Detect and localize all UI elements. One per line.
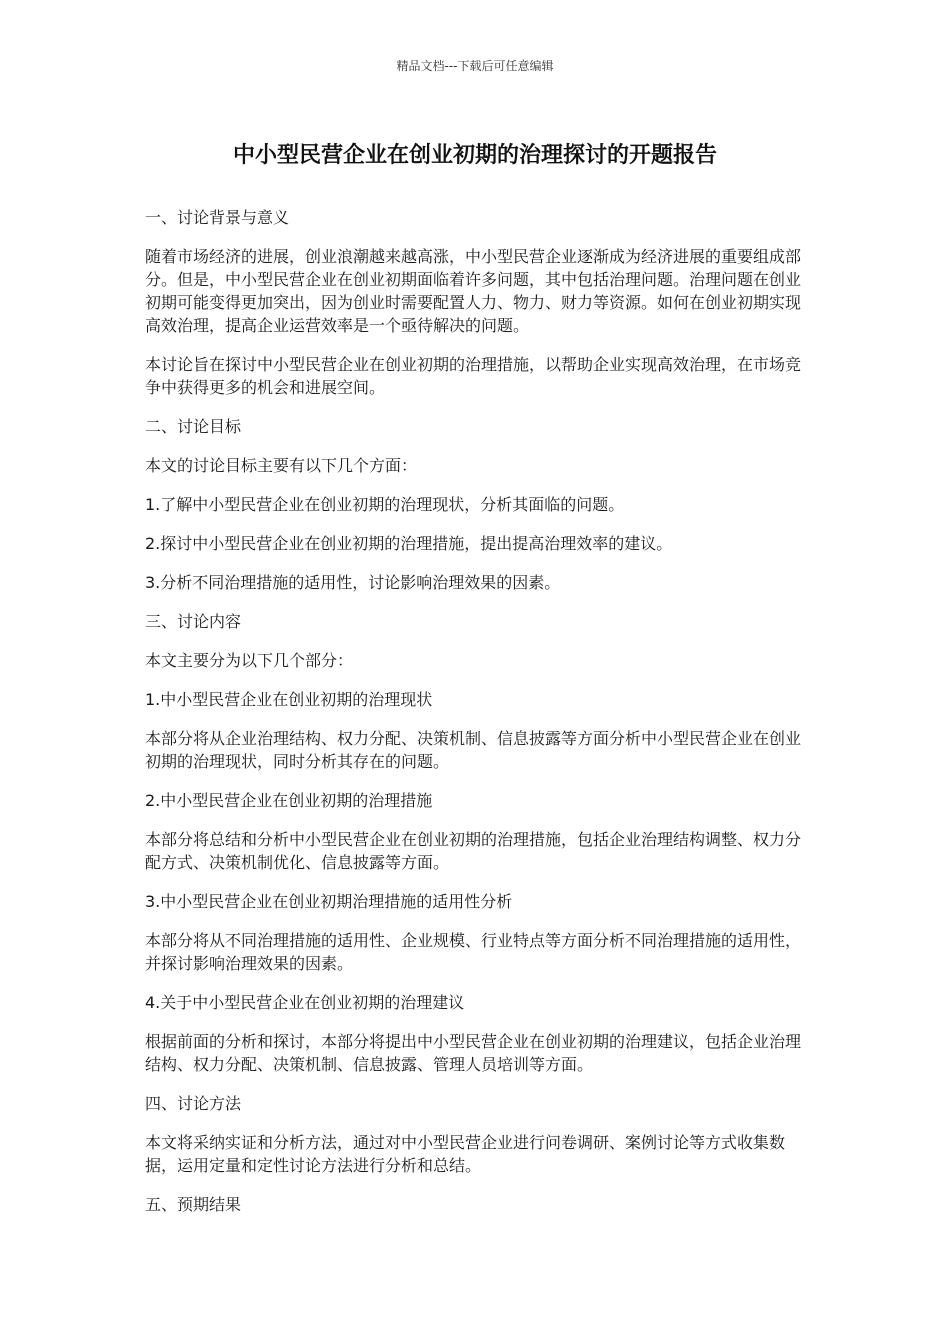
list-item: 3.分析不同治理措施的适用性，讨论影响治理效果的因素。 (145, 573, 561, 592)
section-heading: 四、讨论方法 (145, 1094, 242, 1113)
body-paragraph: 本部分将从企业治理结构、权力分配、决策机制、信息披露等方面分析中小型民营企业在创业初期的治理现状，同时分析其存在的问题。 (145, 729, 802, 771)
section-heading: 二、讨论目标 (145, 417, 242, 436)
subsection-heading: 2.中小型民营企业在创业初期的治理措施 (145, 791, 433, 810)
document-title: 中小型民营企业在创业初期的治理探讨的开题报告 (232, 143, 717, 168)
section-heading: 三、讨论内容 (145, 612, 242, 631)
subsection-heading: 1.中小型民营企业在创业初期的治理现状 (145, 690, 433, 709)
body-paragraph: 本部分将从不同治理措施的适用性、企业规模、行业特点等方面分析不同治理措施的适用性，并探讨影响治理效果的因素。 (145, 931, 802, 973)
subsection-heading: 3.中小型民营企业在创业初期治理措施的适用性分析 (145, 892, 513, 911)
list-item: 2.探讨中小型民营企业在创业初期的治理措施，提出提高治理效率的建议。 (145, 534, 673, 553)
header-watermark: 精品文档---下载后可任意编辑 (396, 59, 554, 73)
list-item: 1.了解中小型民营企业在创业初期的治理现状，分析其面临的问题。 (145, 495, 625, 514)
body-paragraph: 本讨论旨在探讨中小型民营企业在创业初期的治理措施，以帮助企业实现高效治理，在市场竞争中获得更多的机会和进展空间。 (145, 355, 802, 397)
body-paragraph: 根据前面的分析和探讨，本部分将提出中小型民营企业在创业初期的治理建议，包括企业治理结构、权力分配、决策机制、信息披露、管理人员培训等方面。 (145, 1032, 802, 1074)
document-body (145, 206, 810, 1232)
body-paragraph: 本部分将总结和分析中小型民营企业在创业初期的治理措施，包括企业治理结构调整、权力分配方式、决策机制优化、信息披露等方面。 (145, 830, 802, 872)
body-paragraph: 本文将采纳实证和分析方法，通过对中小型民营企业进行问卷调研、案例讨论等方式收集数据，运用定量和定性讨论方法进行分析和总结。 (145, 1133, 786, 1175)
subsection-heading: 4.关于中小型民营企业在创业初期的治理建议 (145, 993, 465, 1012)
section-heading: 五、预期结果 (145, 1195, 242, 1214)
body-paragraph: 本文的讨论目标主要有以下几个方面： (145, 456, 418, 475)
body-paragraph: 本文主要分为以下几个部分： (145, 651, 354, 670)
body-paragraph: 随着市场经济的进展，创业浪潮越来越高涨，中小型民营企业逐渐成为经济进展的重要组成部分。但是，中小型民营企业在创业初期面临着许多问题，其中包括治理问题。治理问题在创业初期可能变得更加突出，因为创业时需要配置人力、物力、财力等资源。如何在创业初期实现高效治理，提高企业运营效率是一个亟待解决的问题。 (145, 247, 802, 335)
section-heading: 一、讨论背景与意义 (145, 208, 290, 227)
